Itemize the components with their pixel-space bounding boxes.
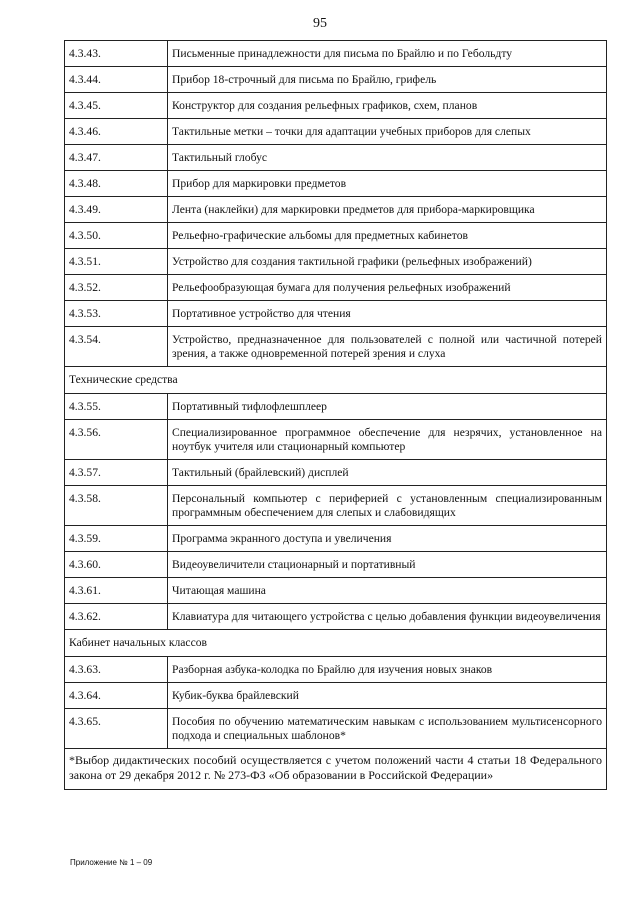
item-description: Устройство, предназначенное для пользователей с полной или частичной потерей зрения, а также одновременной потерей зрения и слуха bbox=[168, 327, 607, 367]
item-description: Видеоувеличители стационарный и портативный bbox=[168, 552, 607, 578]
table-row bbox=[65, 552, 607, 578]
item-number: 4.3.58. bbox=[65, 486, 168, 526]
footer-note: Приложение № 1 – 09 bbox=[70, 858, 153, 867]
item-description: Кубик-буква брайлевский bbox=[168, 683, 607, 709]
table-row bbox=[65, 526, 607, 552]
item-description: Рельефообразующая бумага для получения рельефных изображений bbox=[168, 275, 607, 301]
item-number: 4.3.46. bbox=[65, 119, 168, 145]
table-row bbox=[65, 578, 607, 604]
table-row bbox=[65, 119, 607, 145]
table-row bbox=[65, 327, 607, 367]
item-number: 4.3.52. bbox=[65, 275, 168, 301]
table-row bbox=[65, 171, 607, 197]
item-number: 4.3.63. bbox=[65, 657, 168, 683]
item-description: Пособия по обучению математическим навыкам с использованием мультисенсорного подхода и специальных шаблонов* bbox=[168, 709, 607, 749]
item-number: 4.3.62. bbox=[65, 604, 168, 630]
table-row bbox=[65, 41, 607, 67]
item-number: 4.3.50. bbox=[65, 223, 168, 249]
item-description: Тактильный (брайлевский) дисплей bbox=[168, 460, 607, 486]
table-row bbox=[65, 197, 607, 223]
section-heading: Технические средства bbox=[65, 367, 607, 394]
item-number: 4.3.48. bbox=[65, 171, 168, 197]
item-number: 4.3.45. bbox=[65, 93, 168, 119]
item-description: Портативный тифлофлешплеер bbox=[168, 394, 607, 420]
footnote-text: *Выбор дидактических пособий осуществляется с учетом положений части 4 статьи 18 Федерального закона от 29 декабря 2012 г. № 273-ФЗ «Об образовании в Российской Федерации» bbox=[65, 749, 607, 790]
item-description: Конструктор для создания рельефных графиков, схем, планов bbox=[168, 93, 607, 119]
item-number: 4.3.61. bbox=[65, 578, 168, 604]
item-number: 4.3.54. bbox=[65, 327, 168, 367]
item-description: Портативное устройство для чтения bbox=[168, 301, 607, 327]
item-description: Рельефно-графические альбомы для предметных кабинетов bbox=[168, 223, 607, 249]
table-row bbox=[65, 275, 607, 301]
item-number: 4.3.65. bbox=[65, 709, 168, 749]
item-description: Читающая машина bbox=[168, 578, 607, 604]
item-description: Персональный компьютер с периферией с установленным специализированным программным обеспечением для слепых и слабовидящих bbox=[168, 486, 607, 526]
note-row bbox=[65, 749, 607, 790]
table-row bbox=[65, 420, 607, 460]
item-description: Письменные принадлежности для письма по Брайлю и по Гебольдту bbox=[168, 41, 607, 67]
section-row bbox=[65, 630, 607, 657]
table-row bbox=[65, 249, 607, 275]
item-number: 4.3.59. bbox=[65, 526, 168, 552]
equipment-table bbox=[64, 40, 607, 790]
item-description: Разборная азбука-колодка по Брайлю для изучения новых знаков bbox=[168, 657, 607, 683]
item-number: 4.3.55. bbox=[65, 394, 168, 420]
item-number: 4.3.57. bbox=[65, 460, 168, 486]
item-description: Программа экранного доступа и увеличения bbox=[168, 526, 607, 552]
item-description: Специализированное программное обеспечение для незрячих, установленное на ноутбук учителя или стационарный компьютер bbox=[168, 420, 607, 460]
item-number: 4.3.56. bbox=[65, 420, 168, 460]
item-description: Прибор для маркировки предметов bbox=[168, 171, 607, 197]
table-row bbox=[65, 93, 607, 119]
table-row bbox=[65, 657, 607, 683]
table-row bbox=[65, 223, 607, 249]
item-number: 4.3.44. bbox=[65, 67, 168, 93]
table-row bbox=[65, 683, 607, 709]
item-number: 4.3.53. bbox=[65, 301, 168, 327]
table-row bbox=[65, 460, 607, 486]
item-description: Клавиатура для читающего устройства с целью добавления функции видеоувеличения bbox=[168, 604, 607, 630]
table-row bbox=[65, 145, 607, 171]
table-row bbox=[65, 301, 607, 327]
table-row bbox=[65, 394, 607, 420]
page-number: 95 bbox=[313, 16, 327, 31]
item-description: Тактильные метки – точки для адаптации учебных приборов для слепых bbox=[168, 119, 607, 145]
item-description: Прибор 18-строчный для письма по Брайлю, грифель bbox=[168, 67, 607, 93]
item-description: Тактильный глобус bbox=[168, 145, 607, 171]
item-number: 4.3.49. bbox=[65, 197, 168, 223]
item-number: 4.3.51. bbox=[65, 249, 168, 275]
item-number: 4.3.64. bbox=[65, 683, 168, 709]
table-row bbox=[65, 604, 607, 630]
table-row bbox=[65, 486, 607, 526]
table-row bbox=[65, 709, 607, 749]
item-number: 4.3.43. bbox=[65, 41, 168, 67]
table-row bbox=[65, 67, 607, 93]
section-heading: Кабинет начальных классов bbox=[65, 630, 607, 657]
item-number: 4.3.47. bbox=[65, 145, 168, 171]
section-row bbox=[65, 367, 607, 394]
item-description: Лента (наклейки) для маркировки предметов для прибора-маркировщика bbox=[168, 197, 607, 223]
item-number: 4.3.60. bbox=[65, 552, 168, 578]
item-description: Устройство для создания тактильной графики (рельефных изображений) bbox=[168, 249, 607, 275]
